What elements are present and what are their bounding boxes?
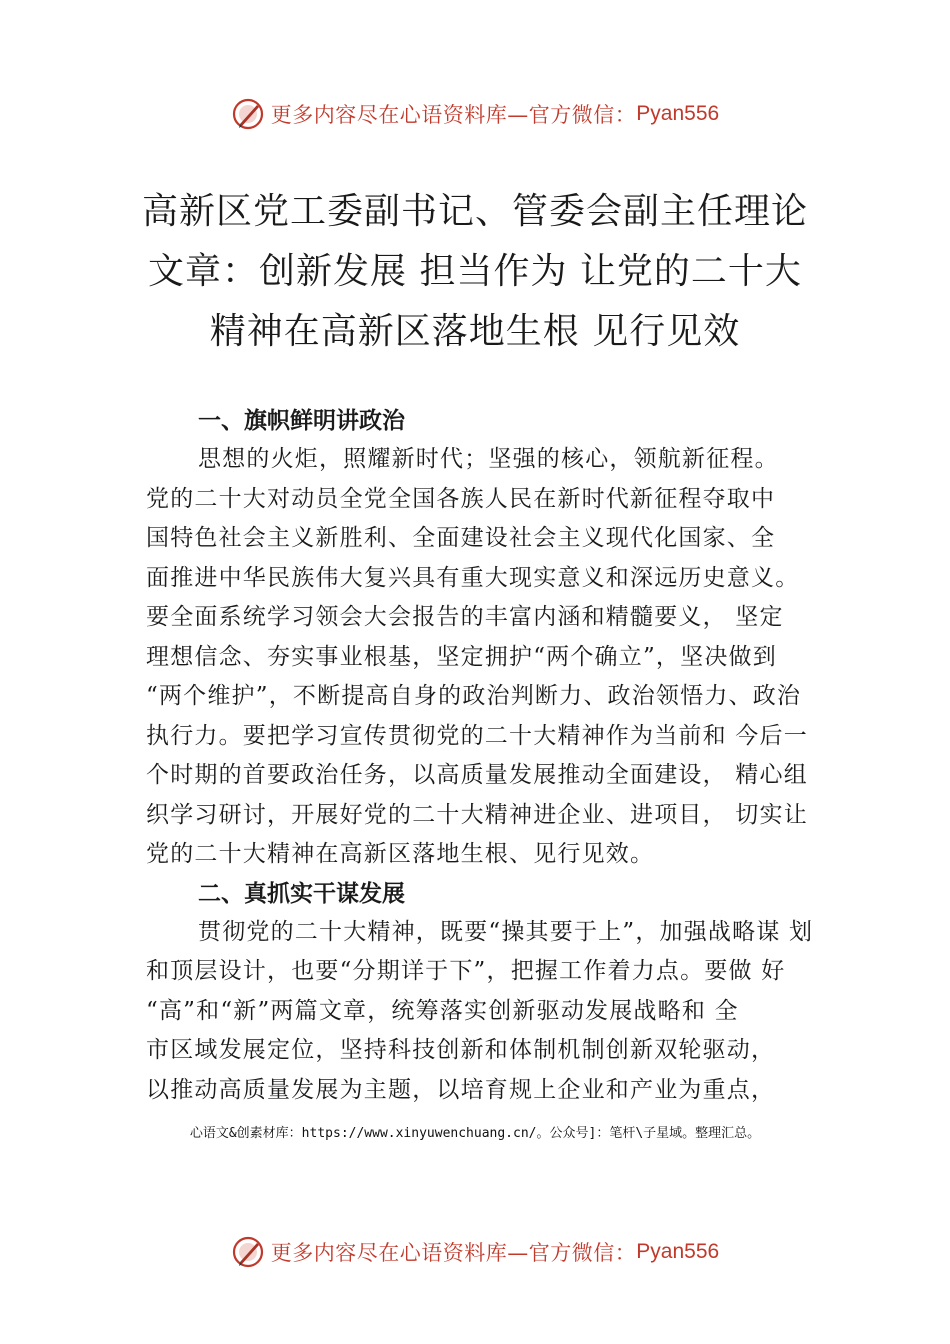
text-line: “高”和“新”两篇文章，统筹落实创新驱动发展战略和 全 — [146, 997, 739, 1024]
banner-text: 更多内容尽在心语资料库—官方微信： — [270, 1241, 637, 1265]
text-line: “两个维护”，不断提高自身的政治判断力、政治领悟力、政治 — [146, 683, 802, 709]
text-line: 织学习研讨，开展好党的二十大精神进企业、进项目， 切实让 — [146, 801, 808, 828]
document-body — [146, 402, 836, 1110]
text-line: 面推进中华民族伟大复兴具有重大现实意义和深远历史意义。 — [146, 564, 800, 591]
text-line: 以推动高质量发展为主题，以培育规上企业和产业为重点， — [146, 1076, 776, 1103]
section-paragraph — [146, 440, 836, 875]
text-line: 贯彻党的二十大精神，既要“操其要于上”，加强战略谋 划 — [198, 918, 814, 945]
text-line: 党的二十大对动员全党全国各族人民在新时代新征程夺取中 — [146, 485, 776, 512]
text-line: 思想的火炬，照耀新时代；坚强的核心，领航新征程。 — [198, 446, 779, 472]
wechat-id: Pyan556 — [636, 1240, 720, 1263]
title-line: 高新区党工委副书记、管委会副主任理论 — [141, 191, 808, 232]
section-heading: 二、真抓实干谋发展 — [198, 880, 405, 907]
banner-text: 更多内容尽在心语资料库—官方微信： — [270, 103, 637, 127]
text-line: 党的二十大精神在高新区落地生根、见行见效。 — [146, 841, 655, 867]
title-line: 文章：创新发展 担当作为 让党的二十大 — [148, 251, 802, 292]
text-line: 和顶层设计，也要“分期详于下”，把握工作着力点。要做 好 — [146, 958, 786, 984]
text-line: 要全面系统学习领会大会报告的丰富内涵和精髓要义， 坚定 — [146, 604, 784, 630]
pen-seal-icon — [231, 1235, 265, 1269]
header-banner — [0, 94, 950, 134]
text-line: 个时期的首要政治任务，以高质量发展推动全面建设， 精心组 — [146, 762, 808, 788]
title-line: 精神在高新区落地生根 见行见效 — [209, 311, 741, 352]
footer-banner — [0, 1232, 950, 1272]
source-footnote: 心语文&创素材库：https://www.xinyuwenchuang.cn/。公众号]：笔杆\子星域。整理汇总。 — [189, 1126, 761, 1141]
text-line: 国特色社会主义新胜利、全面建设社会主义现代化国家、全 — [146, 525, 776, 551]
pen-seal-icon — [231, 97, 265, 131]
wechat-id: Pyan556 — [636, 102, 720, 125]
text-line: 执行力。要把学习宣传贯彻党的二十大精神作为当前和 今后一 — [146, 722, 808, 749]
text-line: 理想信念、夯实事业根基，坚定拥护“两个确立”，坚决做到 — [146, 643, 777, 670]
document-title — [120, 182, 830, 362]
text-line: 市区域发展定位，坚持科技创新和体制机制创新双轮驱动， — [146, 1037, 776, 1063]
section-paragraph — [146, 913, 836, 1111]
section-heading: 一、旗帜鲜明讲政治 — [198, 408, 405, 434]
